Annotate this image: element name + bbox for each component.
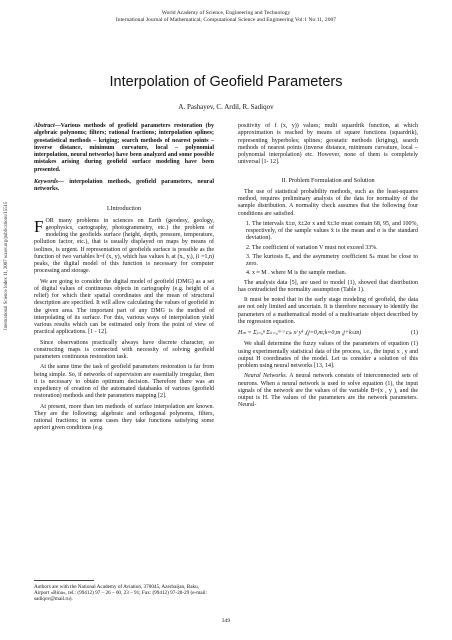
condition-4: 4. x ≈ M . where M is the sample median.	[246, 270, 347, 277]
left-column	[34, 123, 214, 436]
intro-paragraph-5: At present, more than ten methods of surface interpolation are known. They are the following; algebraic and orthogonal polynoms, filters, rational fractions; in some cases they take functions satisfying some apriori given conditions (e.g.	[34, 403, 214, 432]
section-2-heading: II. Problem Formulation and Solution	[281, 176, 375, 184]
authors: A. Pashayev, C. Ardil, R. Sadiqov	[178, 103, 274, 111]
normality-conditions	[238, 221, 418, 278]
condition-2: 2. The coefficient of variation V must not exceed 33%.	[246, 244, 378, 251]
paper-title: Interpolation of Geofield Parameters	[109, 74, 343, 90]
drop-cap: F	[34, 216, 44, 236]
intro-paragraph-1: FOR many problems in sciences on Earth (geodesy, geology, geophysics, cartography, photogrammetry, etc.) the problem of modeling the geofields surface (height, depth, pressure, temperature, pollution factor, etc.), that is usually displayed on maps by means of isolines, is urgent. If representation of geofields surface is possible as the function of two variables h=f (x, y), which has values hᵢ at (xᵢ, yᵢ), (i =1,n) peaks, the digital model of this function is necessary for computer processing and storage.	[34, 216, 214, 275]
footnote: Authors are with the National Academy of Aviation, 370045, Azerbaijan, Baku, Airport «Bina», tel.: (99412) 97 – 26 – 00, 23 – 91; Fax: (99412) 97-28-29 (e-mail: sadiqov@mail.ru).	[34, 584, 207, 602]
right-paragraph-6: Neural Networks. A neural network consists of interconnected sets of neurons. When a neural network is used to solve equation (1), the input signals of the network are the values of the variable B=(x , y ), and the output is H. The values of the parameters are the network parameters. Neural-	[238, 373, 418, 409]
intro-paragraph-2: We are going to consider the digital model of geofield (DMG) as a set of digital values of continuous objects in cartography (e.g. height of a relief) for which their spatial coordinates and the mean of structural description are specified. It will allow calculating the values of geofield in the given area. The important part of any DMG is the method of interpolating of its surface. For this, various ways of interpolation yield various results which can be estimated only from the point of view of practical applications. [1 - 12].	[34, 278, 214, 336]
right-paragraph-5: We shall determine the fuzzy values of the parameters of equation (1) using experimentally statistical data of the process, i.e., the input x , y and output H coordinates of the model. Let us consider a solution of this problem using neural networks [13, 14].	[238, 341, 418, 369]
right-column	[238, 123, 418, 413]
equation-1	[238, 330, 418, 337]
keywords: Keywords— interpolation methods, geofield parameters, neural networks.	[34, 178, 214, 192]
intro-paragraph-4: At the same time the task of geofield parameters restoration is far from being simple. So, if networks of supervision are essentially irregular, then it is necessary to obtain optimum decision. Therefore there was an expediency of creation of the automated databanks of various (geofield restoration) methods and their parameters mapping [2].	[34, 364, 214, 400]
equation-body: Hₘ = Σⱼ₌₀ⁿ Σₖ₌₀ᵐ⁻ʲ cⱼₖ xʲ yᵏ ,(j=0,m;k=0,m ,j+k≤m)	[238, 330, 362, 336]
footnote-rule	[34, 580, 94, 581]
intro-heading: I.Introduction	[106, 205, 142, 213]
footnote-block	[34, 574, 214, 602]
equation-number: (1)	[411, 330, 418, 336]
abstract: Abstract—Various methods of geofield parameters restoration (by algebraic polynoms; filters; rational fractions; interpolation splines; geostatistical methods – kriging; search methods of nearest points – inverse distance, minimum curvature, local – polynomial interpolation, neural networks) have been analyzed and some possible mistakes arising during geofield surface modeling have been presented.	[34, 123, 214, 173]
page-number: 349	[221, 618, 231, 624]
right-paragraph-3: The analysis data [5], are used to model (1), showed that distribution has contradicted the normality assumption (Table 1).	[238, 279, 418, 293]
right-paragraph-1: positivity of f (x, y)) values; multi squardrik function, at which approximation is reached by means of square functions (squardrik), representing hyperboles; splines; geostatic methods (kriging), search methods of nearest points (inverse distance, minimum curvature, local – polynomial interpolation) etc. However, none of them is completely universal [1- 12].	[238, 123, 418, 166]
intro-paragraph-3: Since observations practically always have discrete character, so constructing maps is connected with necessity of solving geofield parameters continuous restoration task.	[34, 339, 214, 360]
journal-subtitle: International Journal of Mathematical, Computational Science and Engineering Vol:1 No:11, 2007	[115, 17, 337, 23]
condition-3: 3. The kurtosis Eₓ and the asymmetry coefficient Sₖ must be close to zero.	[246, 253, 418, 267]
journal-name: World Academy of Science, Engineering and Technology	[161, 10, 291, 16]
right-paragraph-4: It must be noted that in the early stage modeling of geofield, the data are not only limited and uncertain. It is therefore necessary to identify the parameters of a mathematical model of a multivariate object described by the regression equation.	[238, 297, 418, 325]
right-paragraph-2: The use of statistical probability methods, such as the least-squares method, requires preliminary analysis of the data for normality of the sample distribution. A normality check assumes that the following four conditions are satisfied.	[238, 188, 418, 217]
sidebar-citation: International Science Index 11, 2007 waset.org/publications/15515	[4, 201, 9, 330]
condition-1: 1. The intervals x̄±σ, x̄±2σ x and x̄±3σ must contain 68, 95, and 100%, respectively, of the sample values x̄ is the mean and σ is the standard deviation).	[246, 220, 418, 242]
